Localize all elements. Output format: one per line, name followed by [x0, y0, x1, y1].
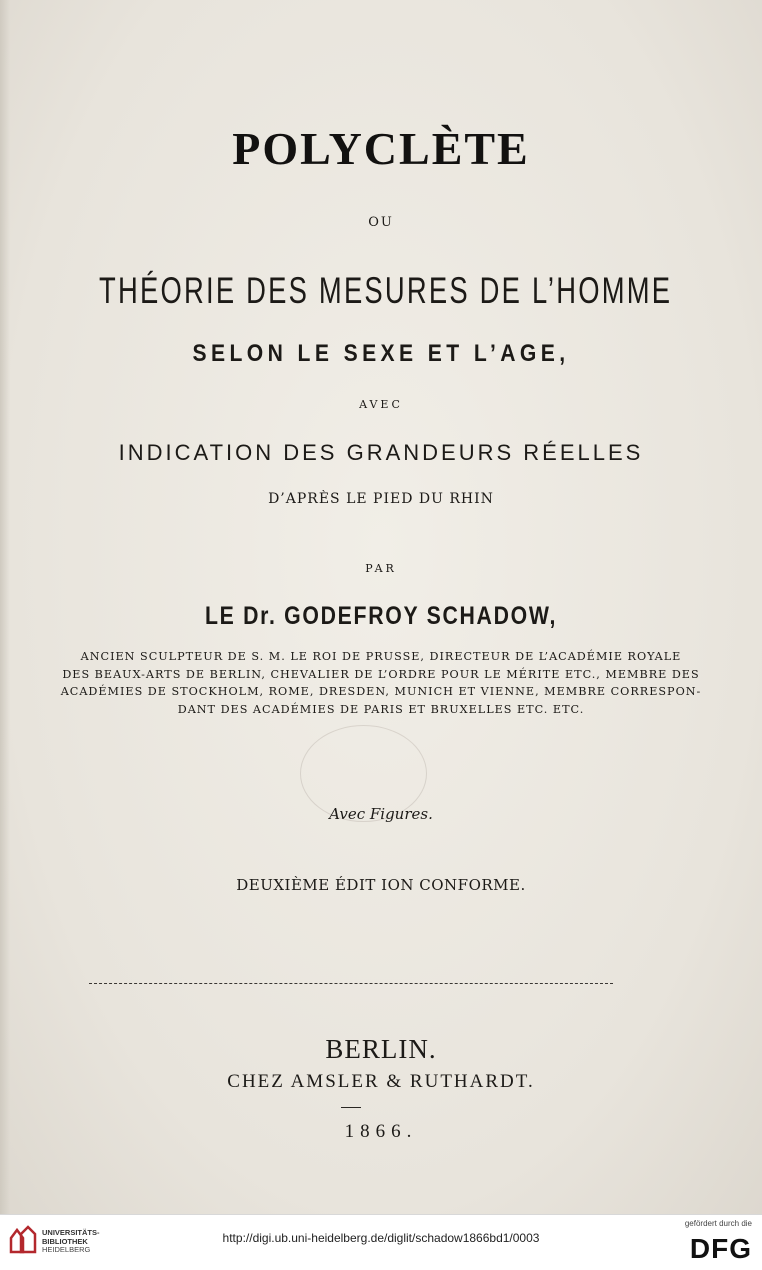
indication-line: INDICATION DES GRANDEURS RÉELLES — [118, 440, 644, 465]
library-name-line: BIBLIOTHEK — [42, 1236, 88, 1246]
publisher-name: CHEZ AMSLER & RUTHARDT. — [227, 1071, 535, 1092]
short-divider — [341, 1107, 361, 1108]
credentials-line: DANT DES ACADÉMIES DE PARIS ET BRUXELLES ETC. ETC. — [177, 702, 585, 716]
credentials-line: ACADÉMIES DE STOCKHOLM, ROME, DRESDEN, MUNICH ET VIENNE, MEMBRE CORRESPON- — [60, 685, 702, 698]
dapres-line: D’APRÈS LE PIED DU RHIN — [268, 491, 494, 507]
credentials-line: ANCIEN SCULPTEUR DE S. M. LE ROI DE PRUSSE, DIRECTEUR DE L’ACADÉMIE ROYALE — [80, 650, 682, 663]
avec-label: AVEC — [359, 398, 403, 411]
title-conjunction: OU — [368, 215, 394, 230]
subtitle: THÉORIE DES MESURES DE L’HOMME — [99, 270, 673, 311]
edition-note: DEUXIÈME ÉDIT ION CONFORME. — [236, 876, 526, 894]
library-name-line: UNIVERSITÄTS- — [42, 1228, 100, 1237]
main-title: POLYCLÈTE — [232, 123, 530, 174]
dashed-divider — [89, 983, 613, 984]
publication-city: BERLIN. — [325, 1034, 437, 1064]
par-label: PAR — [365, 562, 397, 575]
viewer-footer — [0, 1214, 762, 1270]
publication-year: 1866. — [344, 1121, 418, 1142]
subtitle-line-2: SELON LE SEXE ET L’AGE, — [192, 340, 570, 367]
permalink-url[interactable]: http://digi.ub.uni-heidelberg.de/diglit/schadow1866bd1/0003 — [222, 1231, 540, 1245]
credentials-line: DES BEAUX-ARTS DE BERLIN, CHEVALIER DE L’ORDRE POUR LE MÉRITE ETC., MEMBRE DES — [62, 667, 700, 681]
author-credentials — [28, 648, 734, 718]
author-name: LE Dr. GODEFROY SCHADOW, — [204, 602, 558, 630]
figures-note: Avec Figures. — [329, 805, 433, 823]
dfg-logo[interactable]: DFG — [689, 1233, 752, 1264]
funded-by-label: gefördert durch die — [684, 1219, 752, 1228]
library-name-line: HEIDELBERG — [42, 1245, 91, 1254]
